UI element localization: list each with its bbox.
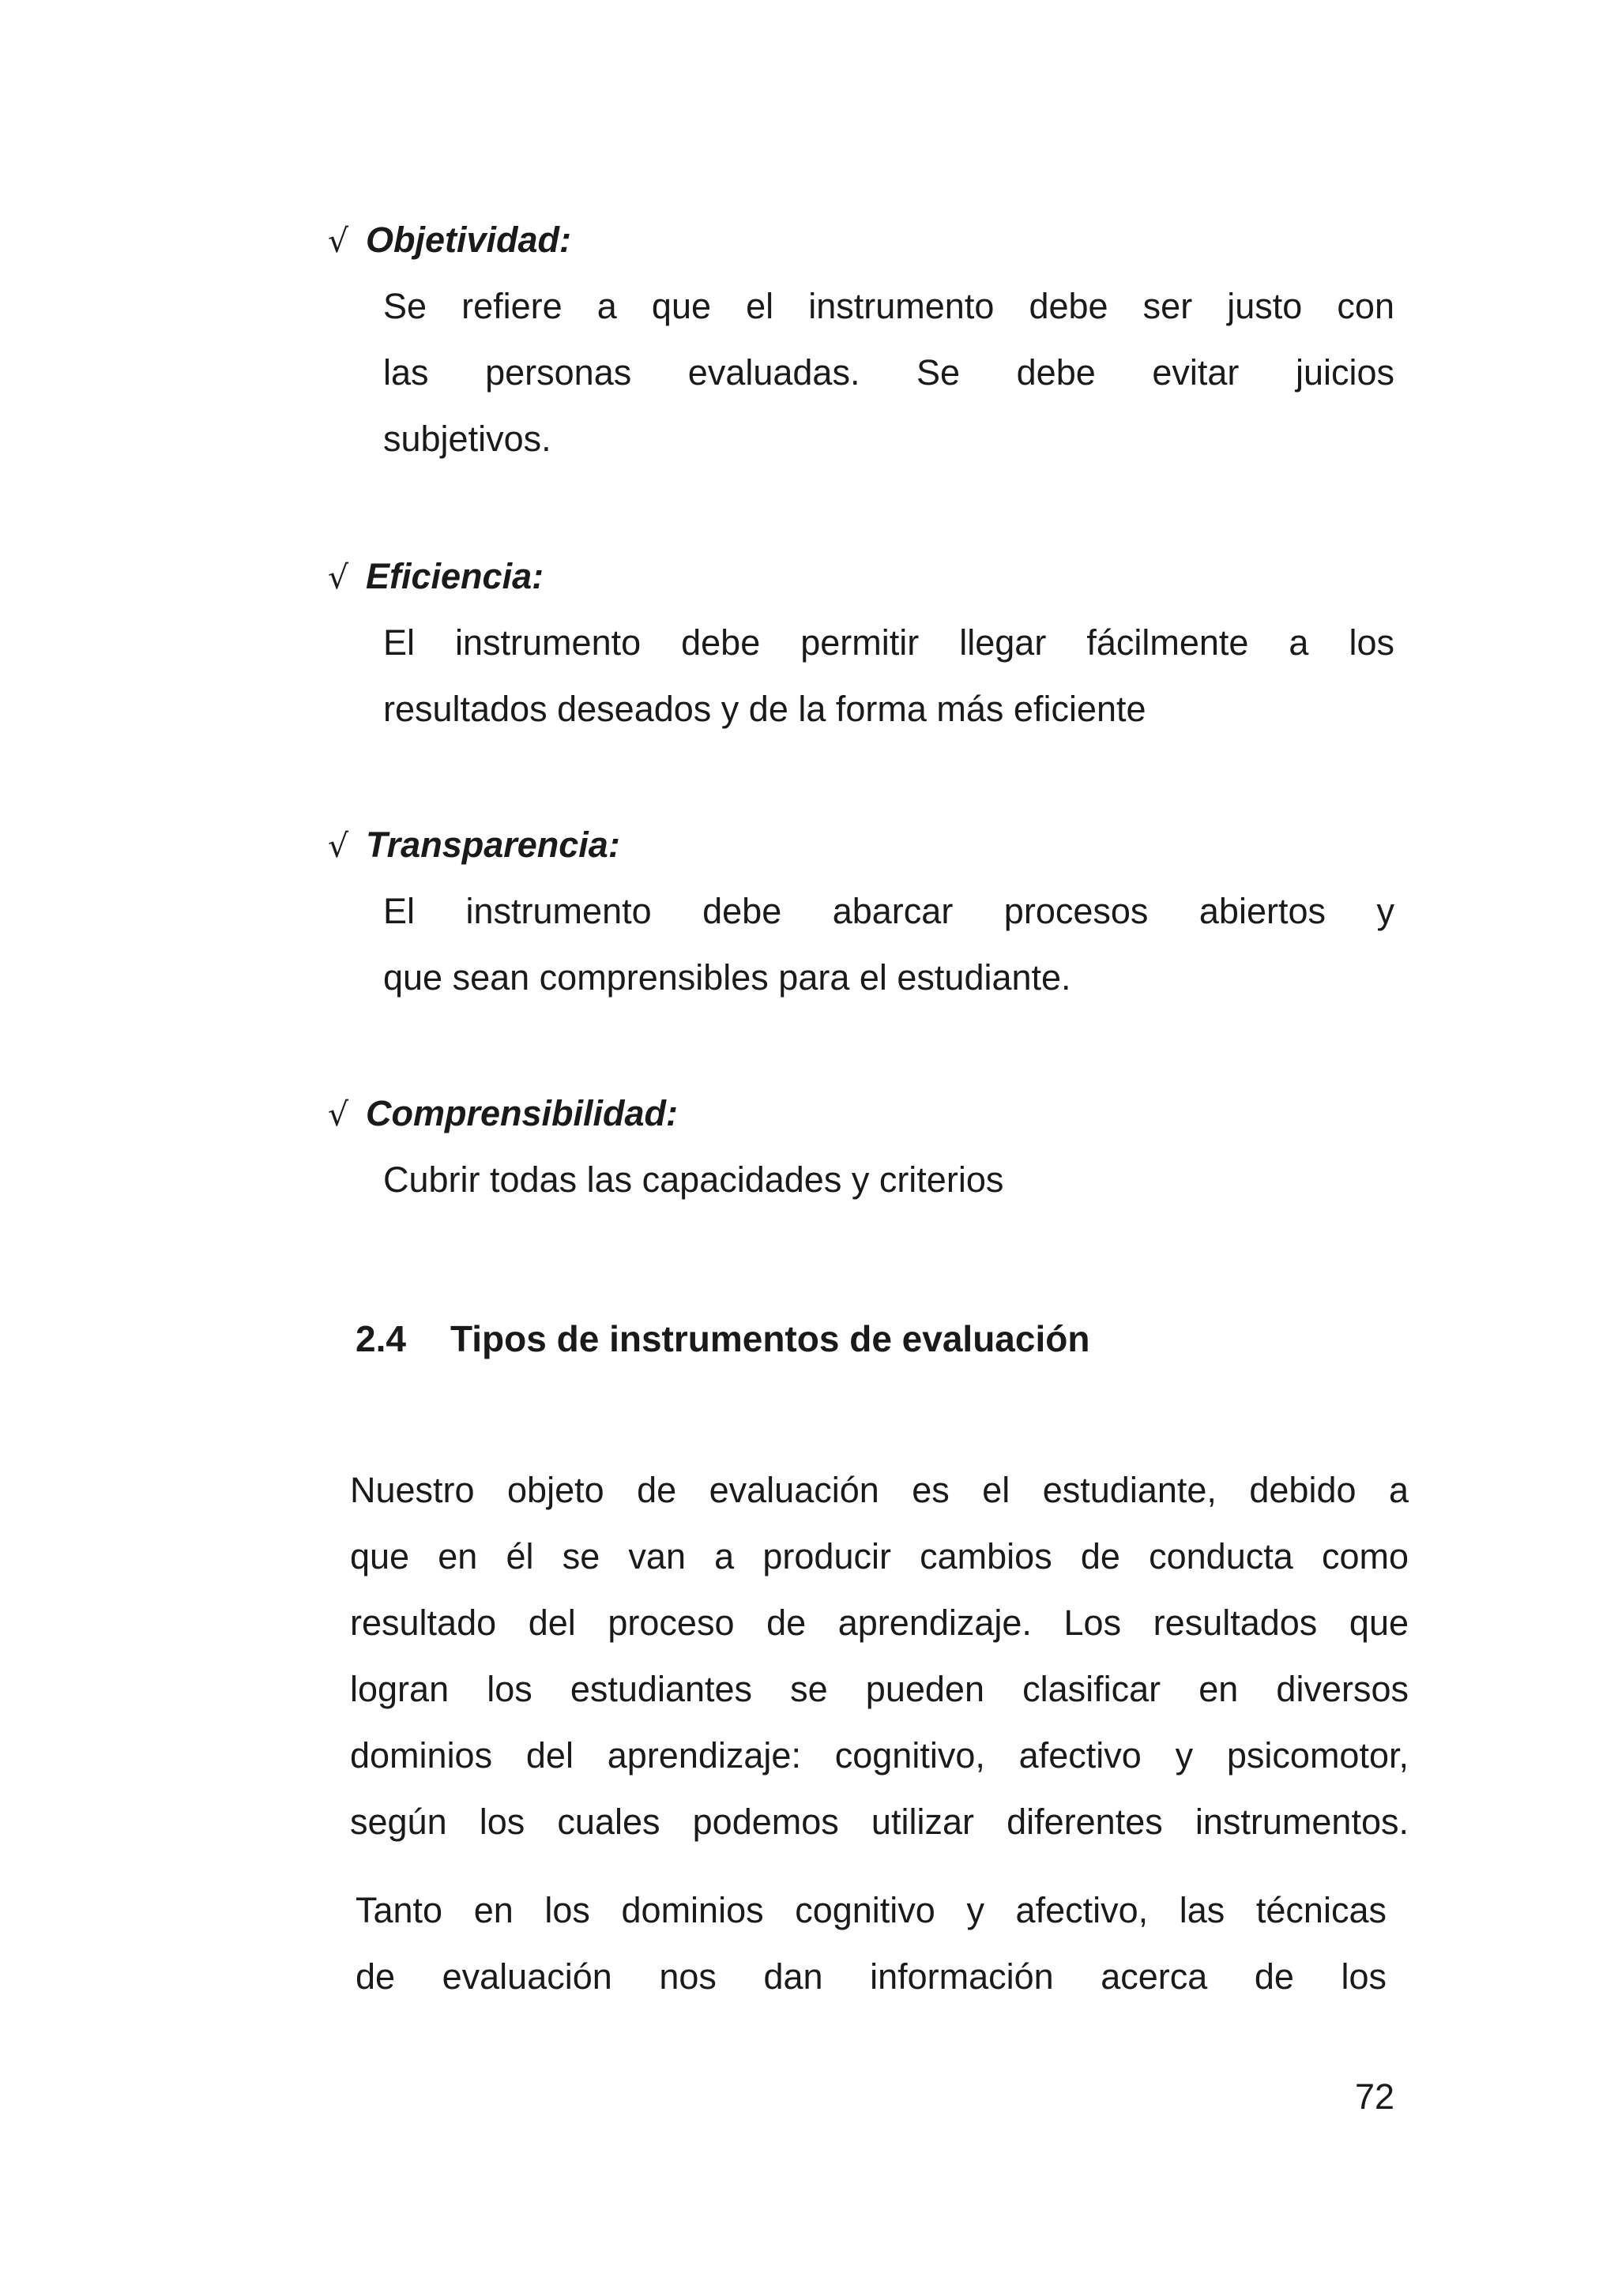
- criterion-heading: [328, 207, 1394, 273]
- text-line: de evaluación nos dan información acerca de los: [356, 1956, 1387, 1997]
- text-line: Cubrir todas las capacidades y criterios: [383, 1159, 1004, 1200]
- check-mark-icon: √: [328, 558, 349, 596]
- criterion-description: [383, 273, 1394, 472]
- criterion-comprensibilidad: [328, 1080, 1394, 1213]
- check-mark-icon: √: [328, 222, 349, 260]
- criterion-objetividad: [328, 207, 1394, 472]
- text-line: El instrumento debe permitir llegar fácilmente a los: [383, 622, 1394, 663]
- criterion-title: Objetividad:: [366, 220, 572, 260]
- section-number: 2.4: [356, 1318, 406, 1359]
- criterion-title: Transparencia:: [366, 825, 620, 865]
- text-line: subjetivos.: [383, 419, 551, 459]
- text-line: Nuestro objeto de evaluación es el estudiante, debido a: [350, 1470, 1409, 1510]
- criterion-title: Eficiencia:: [366, 556, 544, 596]
- criterion-description: [383, 610, 1394, 742]
- text-line: que en él se van a producir cambios de conducta como: [350, 1536, 1409, 1576]
- check-mark-icon: √: [328, 1095, 349, 1133]
- section-title: Tipos de instrumentos de evaluación: [450, 1318, 1090, 1359]
- criterion-heading: [328, 543, 1394, 610]
- text-line: dominios del aprendizaje: cognitivo, afectivo y psicomotor,: [350, 1735, 1409, 1776]
- section-heading: [356, 1317, 1089, 1360]
- criterion-heading: [328, 812, 1394, 878]
- criterion-title: Comprensibilidad:: [366, 1093, 679, 1133]
- criterion-eficiencia: [328, 543, 1394, 742]
- text-line: resultados deseados y de la forma más eficiente: [383, 689, 1146, 729]
- criterion-transparencia: [328, 812, 1394, 1011]
- check-mark-icon: √: [328, 827, 349, 865]
- text-line: El instrumento debe abarcar procesos abiertos y: [383, 891, 1394, 931]
- text-line: que sean comprensibles para el estudiante.: [383, 957, 1071, 998]
- text-line: según los cuales podemos utilizar diferentes instrumentos.: [350, 1802, 1409, 1842]
- criterion-description: [383, 1147, 1394, 1213]
- text-line: las personas evaluadas. Se debe evitar juicios: [383, 352, 1394, 393]
- page-number: 72: [1355, 2076, 1395, 2117]
- body-paragraph: [350, 1457, 1409, 1855]
- criterion-heading: [328, 1080, 1394, 1147]
- text-line: resultado del proceso de aprendizaje. Los resultados que: [350, 1603, 1409, 1643]
- text-line: logran los estudiantes se pueden clasificar en diversos: [350, 1669, 1409, 1709]
- text-line: Tanto en los dominios cognitivo y afectivo, las técnicas: [356, 1890, 1387, 1930]
- text-line: Se refiere a que el instrumento debe ser justo con: [383, 286, 1394, 326]
- body-paragraph: [356, 1877, 1387, 2010]
- criterion-description: [383, 878, 1394, 1011]
